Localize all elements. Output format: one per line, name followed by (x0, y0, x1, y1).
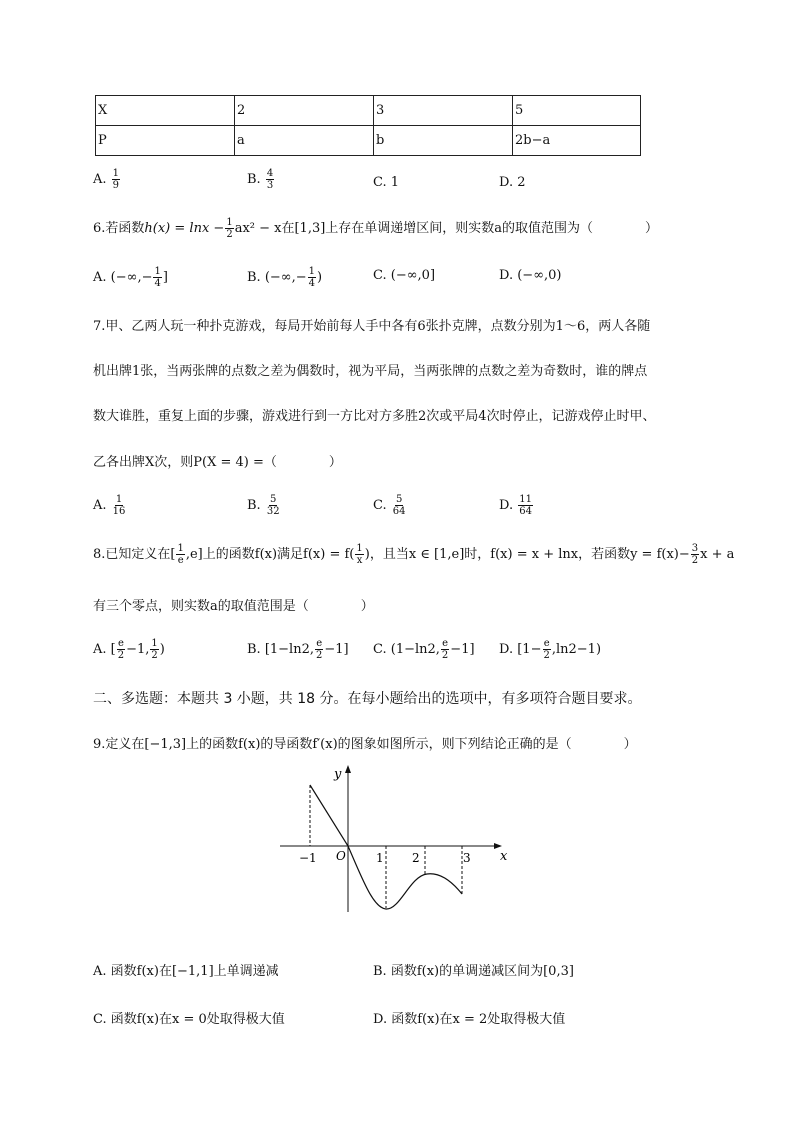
q7-option-b (247, 494, 282, 517)
option-text: C. (1−ln2, (373, 642, 440, 657)
fraction (308, 266, 316, 289)
denominator: 3 (266, 180, 274, 191)
tick-label: 2 (412, 851, 420, 865)
q9-stem (93, 733, 637, 752)
derivative-graph (270, 758, 530, 923)
q8-stem-line1 (93, 543, 734, 566)
stem-text: ,e]上的函数f(x)满足f(x) = f( (185, 547, 355, 562)
q8-option-d (499, 638, 601, 661)
table-cell: 3 (374, 96, 513, 126)
q9-option-b: B. 函数f(x)的单调递减区间为[0,3] (373, 964, 574, 979)
denominator: 64 (392, 506, 406, 517)
numerator: 1 (177, 543, 184, 554)
q9-option-d: D. 函数f(x)在x = 2处取得极大值 (373, 1012, 566, 1027)
denominator: 4 (308, 278, 316, 289)
denominator: 2 (543, 650, 550, 661)
q7-option-d (499, 494, 534, 517)
fraction (176, 543, 184, 566)
q7-option-c (373, 494, 408, 517)
stem-text: ） (360, 599, 374, 614)
option-text: ) (159, 642, 165, 657)
table-row (96, 96, 641, 126)
fraction (266, 168, 274, 191)
y-axis-arrow (345, 765, 351, 773)
denominator: 2 (691, 555, 699, 566)
distribution-table (95, 95, 641, 156)
option-text: A. [ (93, 642, 116, 657)
numerator: 1 (154, 266, 161, 277)
q6-option-c: C. (−∞,0] (373, 268, 436, 283)
fraction (153, 266, 161, 289)
denominator: 4 (154, 278, 161, 289)
denominator: 2 (441, 650, 449, 661)
q6-option-d: D. (−∞,0) (499, 268, 562, 283)
option-text: ) (317, 270, 323, 285)
option-label: B. (247, 498, 261, 513)
table-cell: P (96, 126, 235, 156)
table-cell: b (374, 126, 513, 156)
table-cell: 2 (235, 96, 374, 126)
option-label: C. (373, 498, 387, 513)
numerator: 4 (266, 168, 274, 179)
fraction (117, 638, 125, 661)
fraction (150, 638, 158, 661)
table-row (96, 126, 641, 156)
stem-text: ） (623, 737, 637, 752)
option-text: ,ln2−1) (551, 642, 602, 657)
fraction (266, 494, 281, 517)
q8-option-a (93, 638, 165, 661)
fraction (441, 638, 449, 661)
option-text: A. (−∞,− (93, 270, 153, 285)
option-label: B. (247, 172, 261, 187)
fraction (315, 638, 323, 661)
denominator: 2 (151, 650, 158, 661)
q5-option-b (247, 168, 275, 191)
denominator: 64 (519, 506, 532, 517)
q5-option-c: C. 1 (373, 175, 400, 190)
denominator: 2 (117, 650, 125, 661)
fraction (518, 494, 533, 517)
numerator: 1 (226, 217, 233, 228)
numerator: 1 (115, 494, 123, 505)
q8-stem-line2 (93, 595, 374, 614)
option-label: A. (93, 172, 107, 187)
option-label: D. (499, 498, 514, 513)
denominator: 2 (316, 650, 323, 661)
table-cell: 5 (513, 96, 641, 126)
table-cell: 2b−a (513, 126, 641, 156)
stem-text: x + a (700, 547, 735, 562)
numerator: e (316, 638, 323, 649)
x-axis-label: x (500, 849, 508, 864)
numerator: 3 (691, 543, 699, 554)
q7-option-a (93, 494, 127, 517)
section-heading: 二、多选题：本题共 3 小题，共 18 分。在每小题给出的选项中，有多项符合题目要求。 (93, 691, 642, 707)
math-expression: h(x) = lnx − (144, 221, 225, 236)
stem-text: 8.已知定义在[ (93, 547, 176, 562)
option-text: ] (162, 270, 168, 285)
option-text: −1] (324, 642, 349, 657)
q8-option-b (247, 638, 349, 661)
stem-text: ） (645, 221, 659, 236)
table-cell: X (96, 96, 235, 126)
q5-option-a (93, 168, 121, 191)
q8-option-c (373, 638, 475, 661)
q6-option-a (93, 266, 168, 289)
option-text: B. (−∞,− (247, 270, 307, 285)
q6-option-b (247, 266, 322, 289)
option-text: −1] (450, 642, 475, 657)
numerator: e (442, 638, 449, 649)
q7-stem-line3: 数大谁胜，重复上面的步骤，游戏进行到一方比对方多胜2次或平局4次时停止，记游戏停止时甲、 (93, 409, 656, 424)
numerator: e (543, 638, 550, 649)
table-cell: a (235, 126, 374, 156)
origin-label: O (336, 849, 346, 863)
tick-label: 1 (376, 851, 384, 865)
q5-option-d: D. 2 (499, 175, 526, 190)
option-text: B. [1−ln2, (247, 642, 314, 657)
q7-stem-line1: 7.甲、乙两人玩一种扑克游戏，每局开始前每人手中各有6张扑克牌，点数分别为1～6，两人各随 (93, 319, 651, 334)
numerator: 5 (270, 494, 277, 505)
fraction (112, 494, 127, 517)
option-text: D. [1− (499, 642, 542, 657)
q9-option-a: A. 函数f(x)在[−1,1]上单调递减 (93, 964, 279, 979)
fraction (542, 638, 550, 661)
numerator: 11 (519, 494, 532, 505)
fraction (225, 217, 233, 240)
stem-text: )，且当x ∈ [1,e]时，f(x) = x + lnx，若函数y = f(x)− (364, 547, 690, 562)
option-text: −1, (126, 642, 150, 657)
stem-text: ax² − x在[1,3]上存在单调递增区间，则实数a的取值范围为（ (234, 221, 594, 236)
denominator: 2 (226, 229, 233, 240)
fraction (392, 494, 407, 517)
fraction (112, 168, 120, 191)
stem-text: 乙各出牌X次，则P(X = 4) =（ (93, 455, 277, 470)
stem-text: ） (328, 455, 342, 470)
stem-text: 6.若函数 (93, 221, 145, 236)
numerator: 1 (151, 638, 158, 649)
numerator: 1 (308, 266, 316, 277)
numerator: e (117, 638, 124, 649)
stem-text: 有三个零点，则实数a的取值范围是（ (93, 599, 309, 614)
fraction (691, 543, 699, 566)
q9-option-c: C. 函数f(x)在x = 0处取得极大值 (93, 1012, 285, 1027)
numerator: 1 (356, 543, 363, 554)
denominator: 16 (112, 506, 126, 517)
y-axis-label: y (334, 767, 342, 782)
fraction (355, 543, 363, 566)
denominator: 9 (112, 180, 120, 191)
q7-stem-line2: 机出牌1张，当两张牌的点数之差为偶数时，视为平局，当两张牌的点数之差为奇数时，谁的牌点 (93, 364, 648, 379)
numerator: 5 (395, 494, 403, 505)
denominator: x (356, 555, 363, 566)
option-label: A. (93, 498, 107, 513)
numerator: 1 (112, 168, 120, 179)
stem-text: 9.定义在[−1,3]上的函数f(x)的导函数f′(x)的图象如图所示，则下列结论正确的是（ (93, 737, 572, 752)
denominator: e (177, 555, 184, 566)
q7-stem-line4 (93, 451, 342, 470)
tick-label: −1 (299, 851, 317, 865)
q6-stem (93, 217, 658, 240)
tick-label: 3 (463, 851, 471, 865)
denominator: 32 (266, 506, 280, 517)
